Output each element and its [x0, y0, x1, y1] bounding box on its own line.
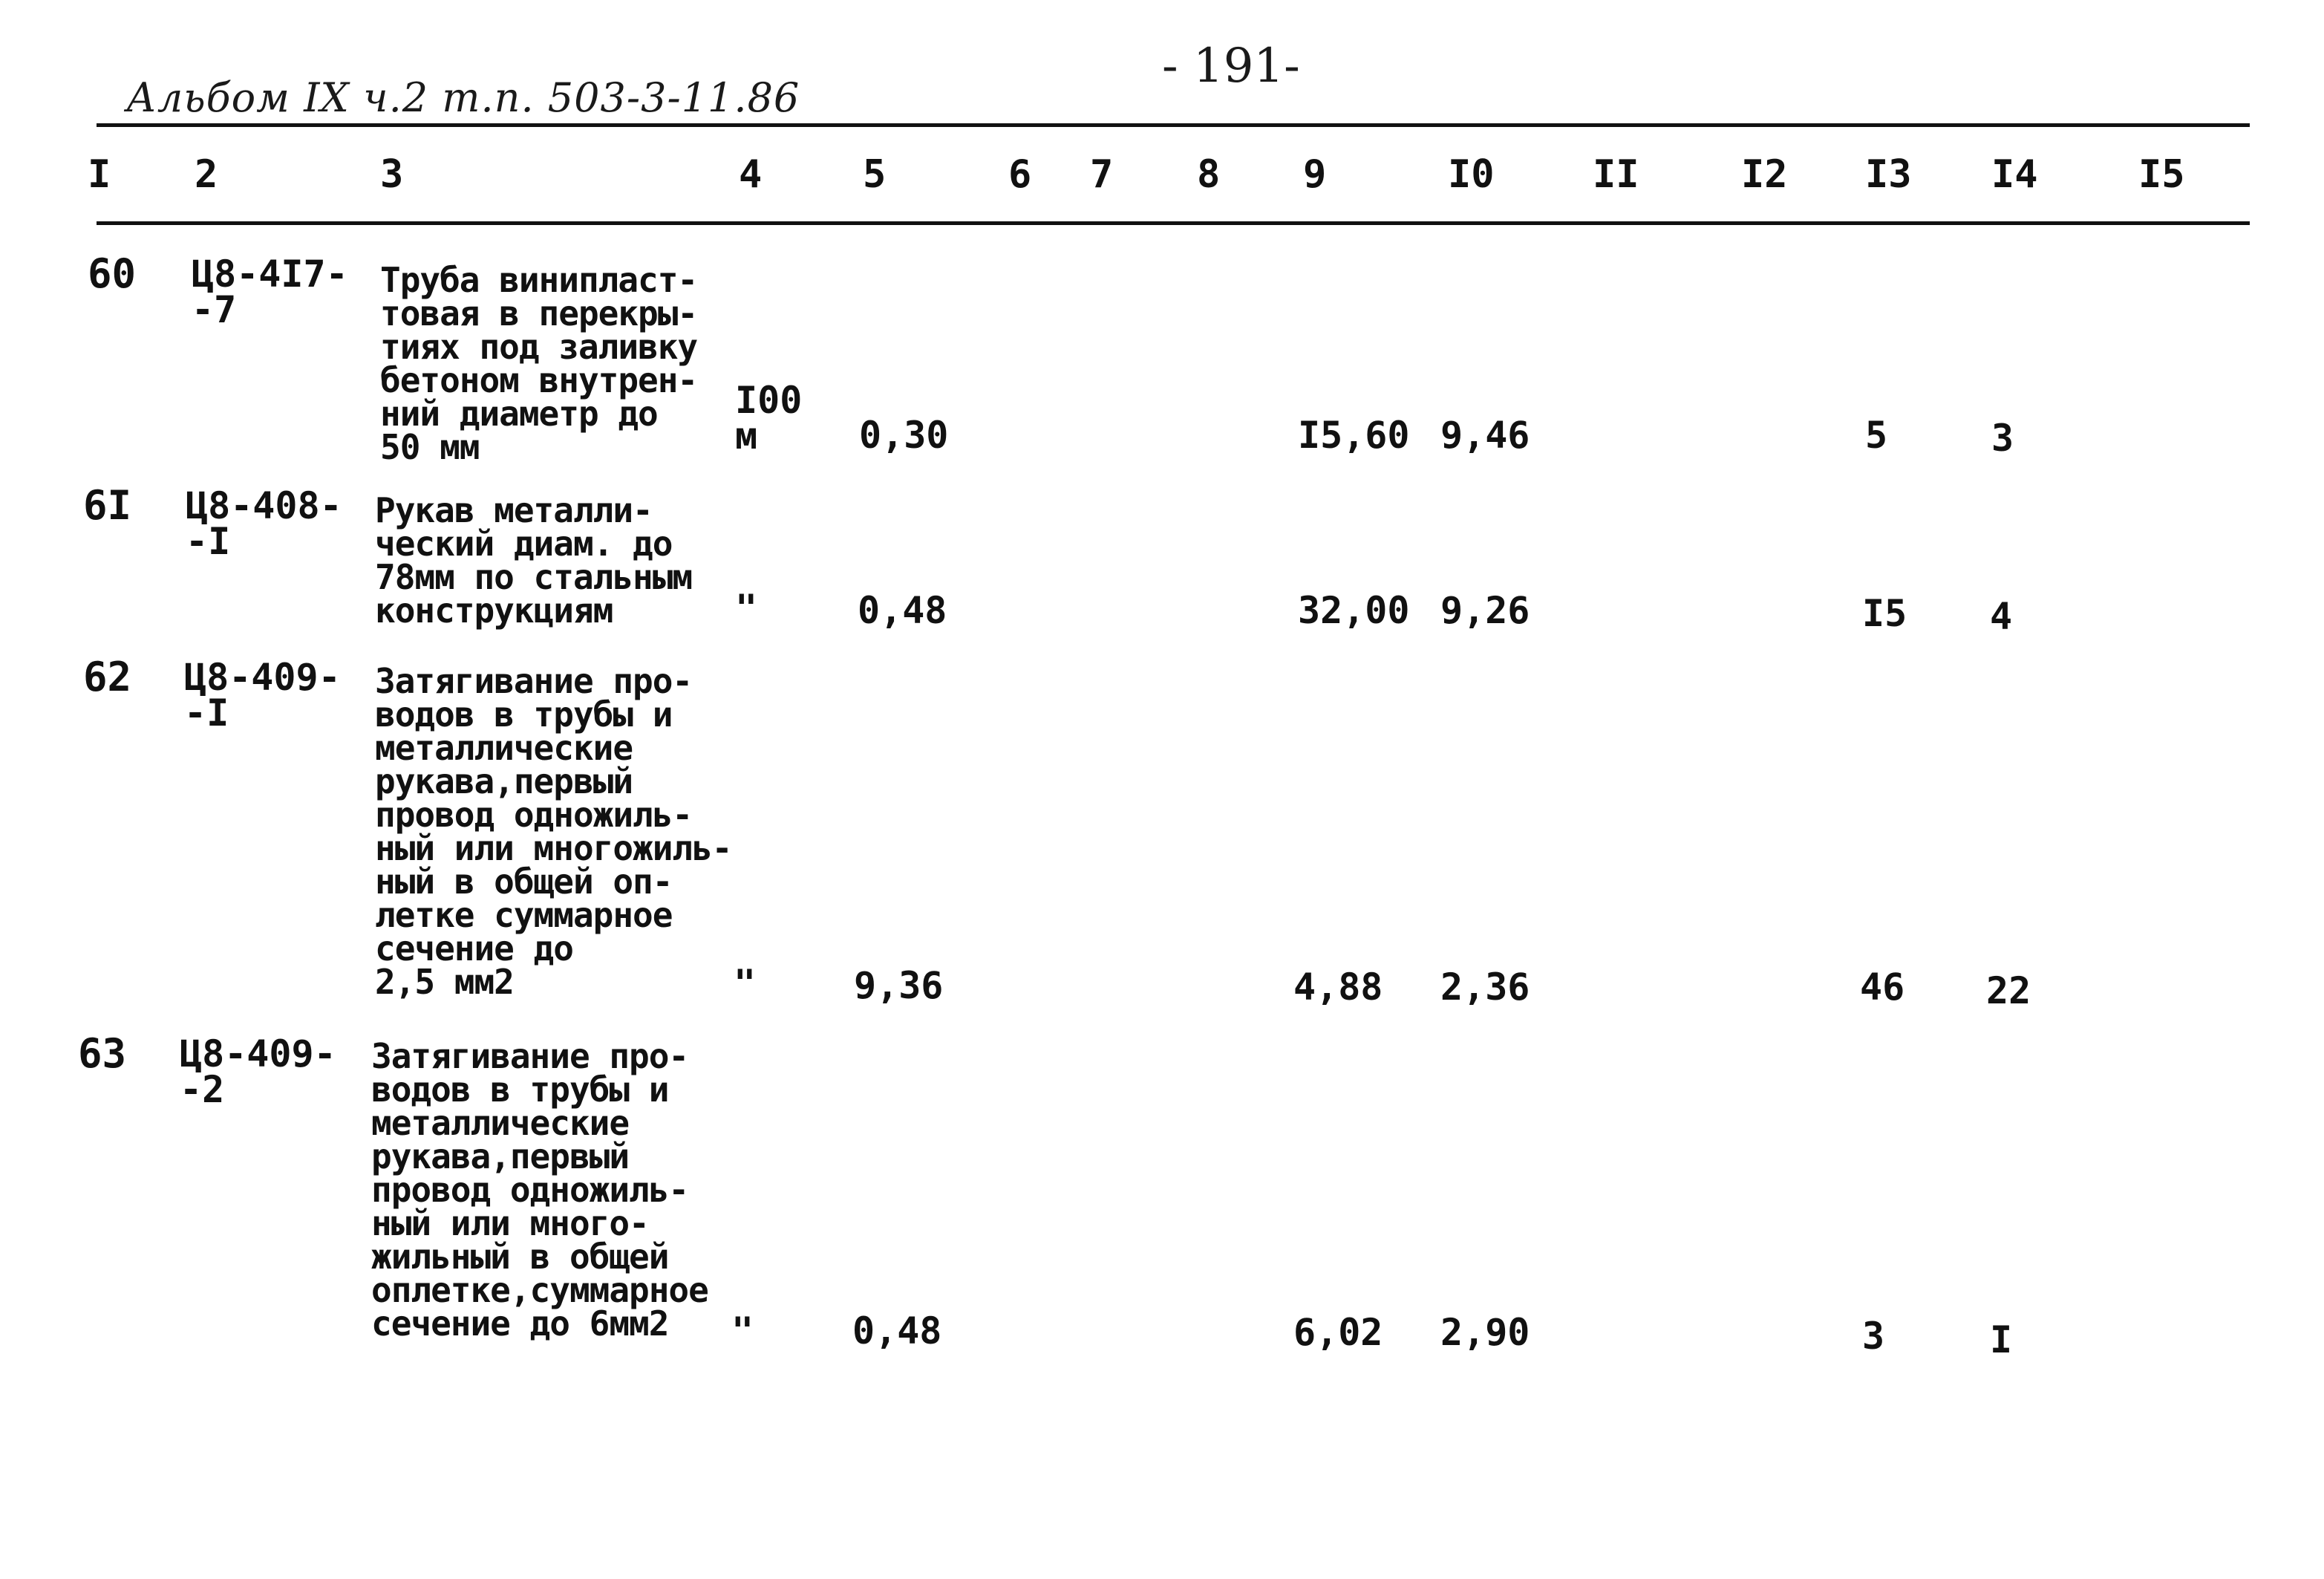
- column-header: I4: [1991, 152, 2038, 197]
- album-reference: Альбом IX ч.2 т.п. 503-3-11.86: [126, 74, 800, 121]
- work-description: Рукав металли- ческий диам. до 78мм по стальным конструкциям: [375, 490, 693, 631]
- row-number: 60: [88, 250, 137, 297]
- unit: ": [735, 587, 758, 630]
- column-header: I: [88, 152, 111, 197]
- unit: ": [731, 1309, 754, 1352]
- unit: I00 м: [735, 379, 803, 458]
- column-header: 7: [1090, 152, 1114, 197]
- price-code: Ц8-409- -2: [180, 1032, 336, 1111]
- col14-value: 3: [1991, 417, 2014, 460]
- page-number: - 191-: [1162, 39, 1300, 94]
- col10-value: 9,26: [1440, 589, 1530, 632]
- row-number: 63: [78, 1030, 127, 1077]
- column-header: 6: [1008, 152, 1032, 197]
- col14-value: 4: [1990, 595, 2013, 638]
- column-header: I3: [1865, 152, 1912, 197]
- header-rule: [97, 221, 2250, 225]
- col13-value: 3: [1862, 1315, 1885, 1358]
- col10-value: 9,46: [1440, 414, 1530, 457]
- quantity: 0,30: [859, 414, 949, 457]
- column-header: 3: [380, 152, 404, 197]
- row-number: 6I: [83, 482, 132, 529]
- column-header: 4: [739, 152, 763, 197]
- unit: ": [734, 962, 757, 1005]
- column-header: 9: [1303, 152, 1327, 197]
- price-code: Ц8-408- -I: [186, 484, 342, 563]
- work-description: Затягивание про- водов в трубы и металлические рукава,первый провод одножиль- ный или много- жильный в общей оплетке,суммарное сечение до 6мм2: [371, 1036, 708, 1344]
- col9-value: 32,00: [1298, 589, 1410, 632]
- col10-value: 2,36: [1440, 966, 1530, 1009]
- quantity: 0,48: [852, 1309, 942, 1352]
- col13-value: 5: [1865, 414, 1888, 457]
- col9-value: 4,88: [1293, 966, 1383, 1009]
- column-header: 5: [863, 152, 887, 197]
- col14-value: I: [1990, 1318, 2013, 1361]
- column-header: I5: [2138, 152, 2185, 197]
- col10-value: 2,90: [1440, 1311, 1530, 1354]
- column-header: 2: [195, 152, 218, 197]
- quantity: 9,36: [854, 964, 944, 1007]
- column-header: I2: [1741, 152, 1788, 197]
- col13-value: I5: [1862, 592, 1907, 635]
- col13-value: 46: [1860, 966, 1905, 1009]
- price-code: Ц8-4I7- -7: [192, 253, 348, 331]
- price-code: Ц8-409- -I: [184, 656, 341, 735]
- top-rule: [97, 123, 2250, 127]
- col14-value: 22: [1986, 969, 2031, 1012]
- work-description: Затягивание про- водов в трубы и металлические рукава,первый провод одножиль- ный или многожиль- ный в общей оп- летке суммарное сечение до 2,5 мм2: [375, 661, 732, 1002]
- col9-value: I5,60: [1298, 414, 1410, 457]
- column-header: 8: [1197, 152, 1221, 197]
- column-header: II: [1593, 152, 1639, 197]
- quantity: 0,48: [858, 589, 947, 632]
- work-description: Труба винипласт- товая в перекры- тиях под заливку бетоном внутрен- ний диаметр до 50 мм: [380, 260, 698, 467]
- col9-value: 6,02: [1293, 1311, 1383, 1354]
- row-number: 62: [83, 654, 132, 700]
- column-header: I0: [1448, 152, 1495, 197]
